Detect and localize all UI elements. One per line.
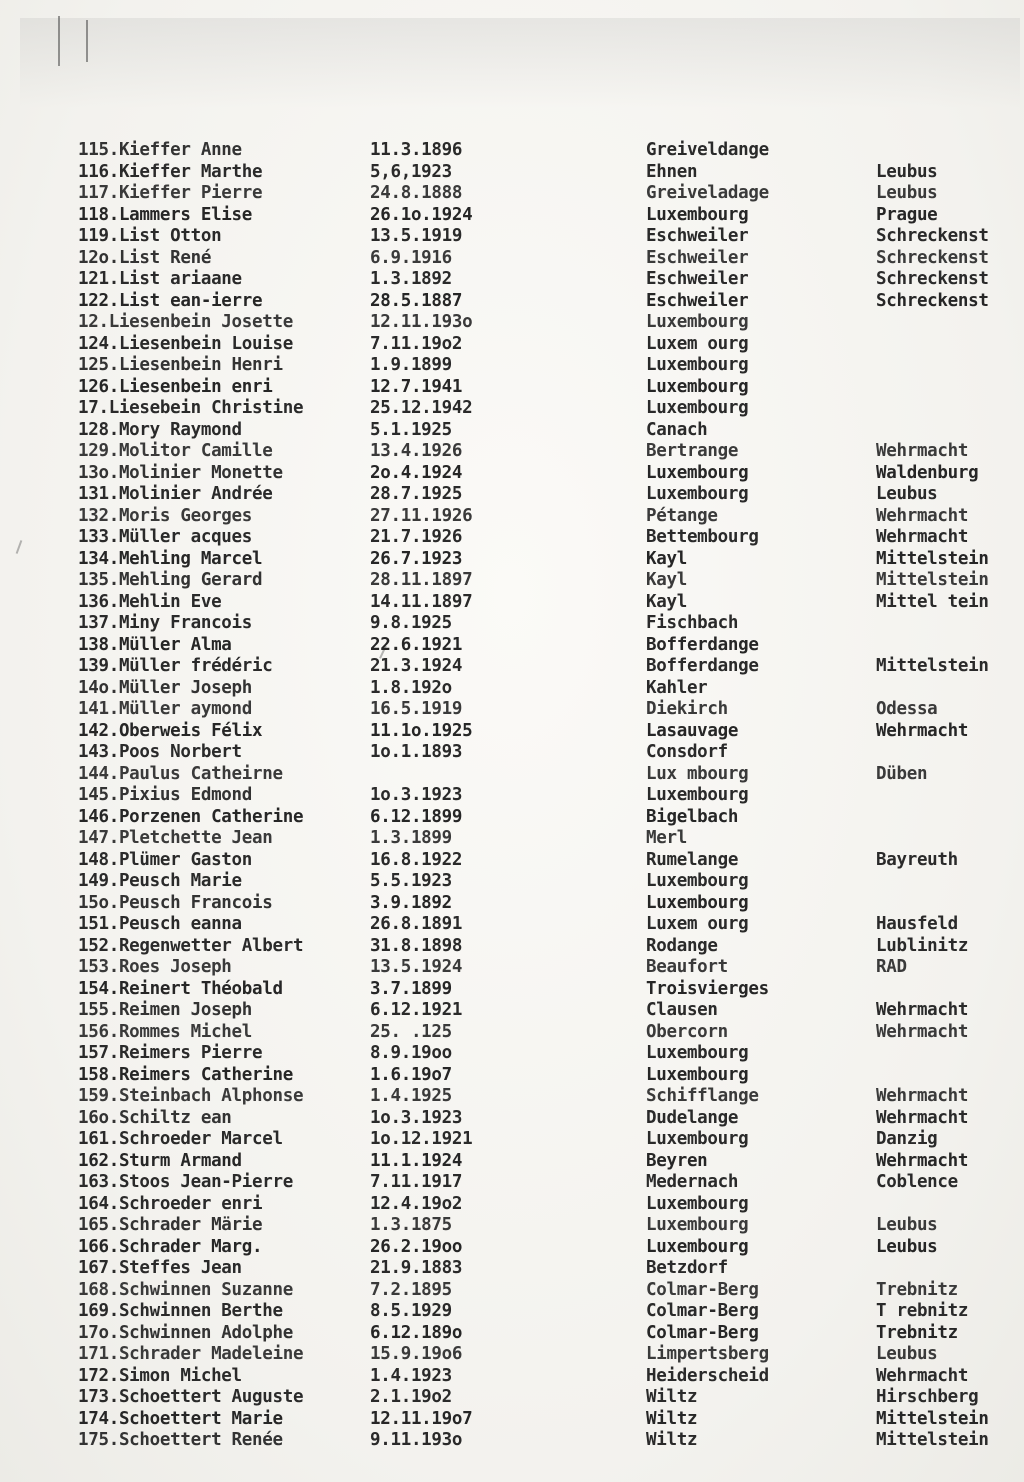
record-row	[0, 1043, 1024, 1065]
birth-date: 1.4.1925	[370, 1086, 452, 1106]
person-name: 152.Regenwetter Albert	[78, 935, 304, 956]
destination: Leubus	[876, 1215, 938, 1235]
record-row	[0, 1409, 1024, 1431]
record-row	[0, 1065, 1024, 1087]
birth-date: 1.4.1923	[370, 1365, 452, 1386]
record-row	[0, 1022, 1024, 1044]
person-name: 162.Sturm Armand	[78, 1150, 242, 1171]
birth-date: 15.9.19o6	[370, 1344, 463, 1364]
birth-date: 28.5.1887	[370, 290, 463, 311]
hometown: Greiveladage	[646, 183, 769, 203]
destination: Wehrmacht	[876, 1365, 969, 1386]
hometown: Consdorf	[646, 742, 728, 762]
birth-date: 26.1o.1924	[370, 204, 473, 225]
birth-date: 13.4.1926	[370, 441, 463, 461]
person-name: 157.Reimers Pierre	[78, 1043, 263, 1063]
person-name: 147.Pletchette Jean	[78, 828, 273, 848]
person-name: 124.Liesenbein Louise	[78, 333, 293, 354]
birth-date: 7.2.1895	[370, 1279, 452, 1300]
birth-date: 5,6,1923	[370, 161, 452, 182]
person-name: 128.Mory Raymond	[78, 419, 242, 440]
birth-date: 11.3.1896	[370, 140, 463, 160]
person-name: 132.Moris Georges	[78, 505, 253, 526]
destination: Leubus	[876, 1344, 938, 1364]
person-name: 154.Reinert Théobald	[78, 978, 283, 999]
hometown: Rumelange	[646, 849, 739, 870]
birth-date: 1.8.192o	[370, 677, 452, 698]
destination: Mittelstein	[876, 570, 989, 590]
person-name: 125.Liesenbein Henri	[78, 355, 283, 375]
birth-date: 3.7.1899	[370, 978, 452, 999]
record-row	[0, 398, 1024, 420]
birth-date: 2.1.19o2	[370, 1387, 452, 1407]
destination: Leubus	[876, 1236, 938, 1257]
destination: Waldenburg	[876, 462, 979, 483]
record-row	[0, 291, 1024, 313]
destination: Hausfeld	[876, 914, 958, 934]
hometown: Kayl	[646, 570, 687, 590]
destination: Leubus	[876, 484, 938, 504]
hometown: Beaufort	[646, 957, 728, 977]
birth-date: 12.7.1941	[370, 376, 463, 397]
hometown: Luxembourg	[646, 1193, 749, 1214]
destination: Schreckenst	[876, 290, 989, 311]
person-name: 137.Miny Francois	[78, 613, 253, 633]
birth-date: 1.9.1899	[370, 355, 452, 375]
destination: Schreckenst	[876, 247, 989, 268]
hometown: Eschweiler	[646, 290, 749, 311]
destination: T rebnitz	[876, 1301, 969, 1321]
person-name: 169.Schwinnen Berthe	[78, 1301, 283, 1321]
record-row	[0, 312, 1024, 334]
birth-date: 1o.12.1921	[370, 1129, 473, 1149]
person-name: 165.Schrader Märie	[78, 1215, 263, 1235]
destination: Wehrmacht	[876, 1000, 969, 1020]
person-name: 139.Müller frédéric	[78, 656, 273, 676]
birth-date: 9.8.1925	[370, 613, 452, 633]
hometown: Heiderscheid	[646, 1365, 769, 1386]
record-row	[0, 1237, 1024, 1259]
person-name: 141.Müller aymond	[78, 699, 253, 719]
record-row	[0, 656, 1024, 678]
person-name: 118.Lammers Elise	[78, 204, 253, 225]
birth-date: 21.9.1883	[370, 1258, 463, 1278]
birth-date: 6.12.1921	[370, 1000, 463, 1020]
destination: Leubus	[876, 161, 938, 182]
hometown: Luxembourg	[646, 1129, 749, 1149]
birth-date: 12.11.19o7	[370, 1408, 473, 1429]
record-row	[0, 1301, 1024, 1323]
person-name: 155.Reimen Joseph	[78, 1000, 253, 1020]
birth-date: 28.7.1925	[370, 484, 463, 504]
person-name: 134.Mehling Marcel	[78, 548, 263, 569]
person-name: 171.Schrader Madeleine	[78, 1344, 304, 1364]
record-row	[0, 893, 1024, 915]
person-name: 146.Porzenen Catherine	[78, 806, 304, 827]
birth-date: 11.1.1924	[370, 1150, 463, 1171]
destination: Hirschberg	[876, 1387, 979, 1407]
birth-date: 3.9.1892	[370, 892, 452, 913]
destination: Leubus	[876, 183, 938, 203]
person-name: 161.Schroeder Marcel	[78, 1129, 283, 1149]
hometown: Luxembourg	[646, 892, 749, 913]
hometown: Luxembourg	[646, 462, 749, 483]
person-name: 151.Peusch eanna	[78, 914, 242, 934]
record-row	[0, 269, 1024, 291]
record-row	[0, 183, 1024, 205]
record-row	[0, 484, 1024, 506]
destination: Mittel tein	[876, 591, 989, 612]
record-row	[0, 807, 1024, 829]
birth-date: 1o.3.1923	[370, 1107, 463, 1128]
hometown: Eschweiler	[646, 269, 749, 289]
hometown: Diekirch	[646, 699, 728, 719]
birth-date: 1o.1.1893	[370, 742, 463, 762]
birth-date: 12.11.193o	[370, 312, 473, 332]
birth-date: 6.12.189o	[370, 1322, 463, 1343]
record-row	[0, 226, 1024, 248]
hometown: Luxem ourg	[646, 914, 749, 934]
hometown: Luxembourg	[646, 1043, 749, 1063]
record-row	[0, 420, 1024, 442]
hometown: Clausen	[646, 1000, 718, 1020]
hometown: Luxembourg	[646, 871, 749, 891]
hometown: Kahler	[646, 677, 708, 698]
birth-date: 13.5.1924	[370, 957, 463, 977]
hometown: Eschweiler	[646, 247, 749, 268]
birth-date: 6.12.1899	[370, 806, 463, 827]
hometown: Kayl	[646, 591, 687, 612]
destination: Düben	[876, 763, 928, 784]
destination: Wehrmacht	[876, 720, 969, 741]
person-name: 167.Steffes Jean	[78, 1258, 242, 1278]
destination: Danzig	[876, 1129, 938, 1149]
record-row	[0, 742, 1024, 764]
destination: Trebnitz	[876, 1279, 958, 1300]
destination: Coblence	[876, 1172, 958, 1192]
hometown: Luxembourg	[646, 484, 749, 504]
hometown: Luxembourg	[646, 398, 749, 418]
birth-date: 16.5.1919	[370, 699, 463, 719]
birth-date: 1.6.19o7	[370, 1064, 452, 1085]
hometown: Lux mbourg	[646, 763, 749, 784]
record-row	[0, 549, 1024, 571]
person-name: 16o.Schiltz ean	[78, 1107, 232, 1128]
record-row	[0, 613, 1024, 635]
record-row	[0, 957, 1024, 979]
person-name: 172.Simon Michel	[78, 1365, 242, 1386]
hometown: Luxembourg	[646, 204, 749, 225]
hometown: Dudelange	[646, 1107, 739, 1128]
person-name: 142.Oberweis Félix	[78, 720, 263, 741]
birth-date: 1.3.1899	[370, 828, 452, 848]
person-name: 129.Molitor Camille	[78, 441, 273, 461]
birth-date: 26.2.19oo	[370, 1236, 463, 1257]
person-name: 148.Plümer Gaston	[78, 849, 253, 870]
birth-date: 1.3.1875	[370, 1215, 452, 1235]
destination: Mittelstein	[876, 656, 989, 676]
record-row	[0, 1108, 1024, 1130]
person-name: 153.Roes Joseph	[78, 957, 232, 977]
record-row	[0, 506, 1024, 528]
person-name: 17.Liesebein Christine	[78, 398, 304, 418]
person-name: 13o.Molinier Monette	[78, 462, 283, 483]
birth-date: 27.11.1926	[370, 505, 473, 526]
hometown: Luxembourg	[646, 376, 749, 397]
record-row	[0, 355, 1024, 377]
hometown: Luxembourg	[646, 1236, 749, 1257]
hometown: Greiveldange	[646, 140, 769, 160]
birth-date: 26.8.1891	[370, 914, 463, 934]
destination: RAD	[876, 957, 907, 977]
destination: Schreckenst	[876, 269, 989, 289]
hometown: Canach	[646, 419, 708, 440]
hometown: Bigelbach	[646, 806, 739, 827]
birth-date: 16.8.1922	[370, 849, 463, 870]
hometown: Betzdorf	[646, 1258, 728, 1278]
destination: Wehrmacht	[876, 1021, 969, 1042]
record-row	[0, 1430, 1024, 1452]
hometown: Bofferdange	[646, 656, 759, 676]
birth-date: 5.1.1925	[370, 419, 452, 440]
hometown: Fischbach	[646, 613, 739, 633]
record-row	[0, 721, 1024, 743]
person-name: 135.Mehling Gerard	[78, 570, 263, 590]
person-name: 126.Liesenbein enri	[78, 376, 273, 397]
hometown: Luxem ourg	[646, 333, 749, 354]
hometown: Colmar-Berg	[646, 1301, 759, 1321]
record-row	[0, 248, 1024, 270]
birth-date: 31.8.1898	[370, 935, 463, 956]
hometown: Rodange	[646, 935, 718, 956]
person-name: 145.Pixius Edmond	[78, 785, 253, 805]
birth-date: 21.7.1926	[370, 527, 463, 547]
person-name: 15o.Peusch Francois	[78, 892, 273, 913]
record-row	[0, 1366, 1024, 1388]
person-name: 163.Stoos Jean-Pierre	[78, 1172, 293, 1192]
scan-mark	[58, 16, 60, 66]
record-row	[0, 635, 1024, 657]
birth-date: 14.11.1897	[370, 591, 473, 612]
birth-date: 6.9.1916	[370, 247, 452, 268]
record-row	[0, 592, 1024, 614]
birth-date: 8.9.19oo	[370, 1043, 452, 1063]
hometown: Wiltz	[646, 1408, 698, 1429]
person-name: 164.Schroeder enri	[78, 1193, 263, 1214]
destination: Trebnitz	[876, 1322, 958, 1343]
hometown: Colmar-Berg	[646, 1279, 759, 1300]
destination: Lublinitz	[876, 935, 969, 956]
destination: Odessa	[876, 699, 938, 719]
destination: Wehrmacht	[876, 441, 969, 461]
hometown: Bofferdange	[646, 634, 759, 655]
destination: Schreckenst	[876, 226, 989, 246]
person-name: 159.Steinbach Alphonse	[78, 1086, 304, 1106]
record-row	[0, 1172, 1024, 1194]
record-row	[0, 678, 1024, 700]
hometown: Obercorn	[646, 1021, 728, 1042]
birth-date: 9.11.193o	[370, 1430, 463, 1450]
hometown: Luxembourg	[646, 1064, 749, 1085]
destination: Mittelstein	[876, 1430, 989, 1450]
birth-date: 25.12.1942	[370, 398, 473, 418]
destination: Wehrmacht	[876, 1086, 969, 1106]
hometown: Kayl	[646, 548, 687, 569]
destination: Mittelstein	[876, 1408, 989, 1429]
person-name: 174.Schoettert Marie	[78, 1408, 283, 1429]
destination: Wehrmacht	[876, 1150, 969, 1171]
record-row	[0, 764, 1024, 786]
record-row	[0, 334, 1024, 356]
record-row	[0, 1280, 1024, 1302]
person-name: 175.Schoettert Renée	[78, 1430, 283, 1450]
hometown: Schifflange	[646, 1086, 759, 1106]
person-name: 116.Kieffer Marthe	[78, 161, 263, 182]
person-name: 115.Kieffer Anne	[78, 140, 242, 160]
scan-smudge	[20, 18, 1020, 108]
person-name: 131.Molinier Andrée	[78, 484, 273, 504]
birth-date: 22.6.1921	[370, 634, 463, 655]
birth-date: 1.3.1892	[370, 269, 452, 289]
destination: Prague	[876, 204, 938, 225]
record-row	[0, 785, 1024, 807]
scan-mark	[86, 20, 88, 62]
record-row	[0, 699, 1024, 721]
record-row	[0, 162, 1024, 184]
person-name: 166.Schrader Marg.	[78, 1236, 263, 1257]
birth-date: 13.5.1919	[370, 226, 463, 246]
birth-date: 1o.3.1923	[370, 785, 463, 805]
person-name: 133.Müller acques	[78, 527, 253, 547]
record-row	[0, 140, 1024, 162]
record-row	[0, 1215, 1024, 1237]
birth-date: 7.11.19o2	[370, 333, 463, 354]
record-row	[0, 850, 1024, 872]
destination: Bayreuth	[876, 849, 958, 870]
hometown: Wiltz	[646, 1430, 698, 1450]
person-name: 143.Poos Norbert	[78, 742, 242, 762]
person-name: 12o.List René	[78, 247, 212, 268]
record-row	[0, 1323, 1024, 1345]
person-name: 121.List ariaane	[78, 269, 242, 289]
record-row	[0, 1258, 1024, 1280]
destination: Wehrmacht	[876, 1107, 969, 1128]
birth-date: 2o.4.1924	[370, 462, 463, 483]
hometown: Luxembourg	[646, 355, 749, 375]
record-row	[0, 871, 1024, 893]
hometown: Troisvierges	[646, 978, 769, 999]
record-row	[0, 914, 1024, 936]
person-name: 173.Schoettert Auguste	[78, 1387, 304, 1407]
hometown: Lasauvage	[646, 720, 739, 741]
person-name: 119.List Otton	[78, 226, 222, 246]
person-name: 117.Kieffer Pierre	[78, 183, 263, 203]
record-row	[0, 1344, 1024, 1366]
hometown: Bertrange	[646, 441, 739, 461]
record-row	[0, 1151, 1024, 1173]
hometown: Pétange	[646, 505, 718, 526]
person-name: 12.Liesenbein Josette	[78, 312, 293, 332]
record-row	[0, 828, 1024, 850]
hometown: Luxembourg	[646, 312, 749, 332]
hometown: Medernach	[646, 1172, 739, 1192]
record-row	[0, 936, 1024, 958]
record-row	[0, 527, 1024, 549]
birth-date: 7.11.1917	[370, 1172, 463, 1192]
person-name: 122.List ean-ierre	[78, 290, 263, 311]
person-name: 156.Rommes Michel	[78, 1021, 253, 1042]
birth-date: 26.7.1923	[370, 548, 463, 569]
hometown: Limpertsberg	[646, 1344, 769, 1364]
hometown: Bettembourg	[646, 527, 759, 547]
hometown: Beyren	[646, 1150, 708, 1171]
hometown: Colmar-Berg	[646, 1322, 759, 1343]
destination: Wehrmacht	[876, 505, 969, 526]
person-name: 14o.Müller Joseph	[78, 677, 253, 698]
hometown: Luxembourg	[646, 785, 749, 805]
birth-date: 11.1o.1925	[370, 720, 473, 741]
record-row	[0, 1000, 1024, 1022]
birth-date: 5.5.1923	[370, 871, 452, 891]
hometown: Merl	[646, 828, 687, 848]
person-name: 17o.Schwinnen Adolphe	[78, 1322, 293, 1343]
birth-date: 28.11.1897	[370, 570, 473, 590]
destination: Mittelstein	[876, 548, 989, 569]
birth-date: 12.4.19o2	[370, 1193, 463, 1214]
person-name: 136.Mehlin Eve	[78, 591, 222, 612]
record-row	[0, 1129, 1024, 1151]
record-row	[0, 1086, 1024, 1108]
record-row	[0, 205, 1024, 227]
hometown: Luxembourg	[646, 1215, 749, 1235]
person-name: 138.Müller Alma	[78, 634, 232, 655]
person-name: 168.Schwinnen Suzanne	[78, 1279, 293, 1300]
record-row	[0, 979, 1024, 1001]
record-row	[0, 463, 1024, 485]
destination: Wehrmacht	[876, 527, 969, 547]
record-row	[0, 1387, 1024, 1409]
record-row	[0, 570, 1024, 592]
hometown: Eschweiler	[646, 226, 749, 246]
hometown: Ehnen	[646, 161, 698, 182]
hometown: Wiltz	[646, 1387, 698, 1407]
person-name: 149.Peusch Marie	[78, 871, 242, 891]
record-row	[0, 441, 1024, 463]
person-name: 158.Reimers Catherine	[78, 1064, 293, 1085]
birth-date: 8.5.1929	[370, 1301, 452, 1321]
birth-date: 24.8.1888	[370, 183, 463, 203]
person-name: 144.Paulus Catheirne	[78, 763, 283, 784]
birth-date: 25. .125	[370, 1021, 452, 1042]
birth-date: 21.3.1924	[370, 656, 463, 676]
record-row	[0, 377, 1024, 399]
record-row	[0, 1194, 1024, 1216]
